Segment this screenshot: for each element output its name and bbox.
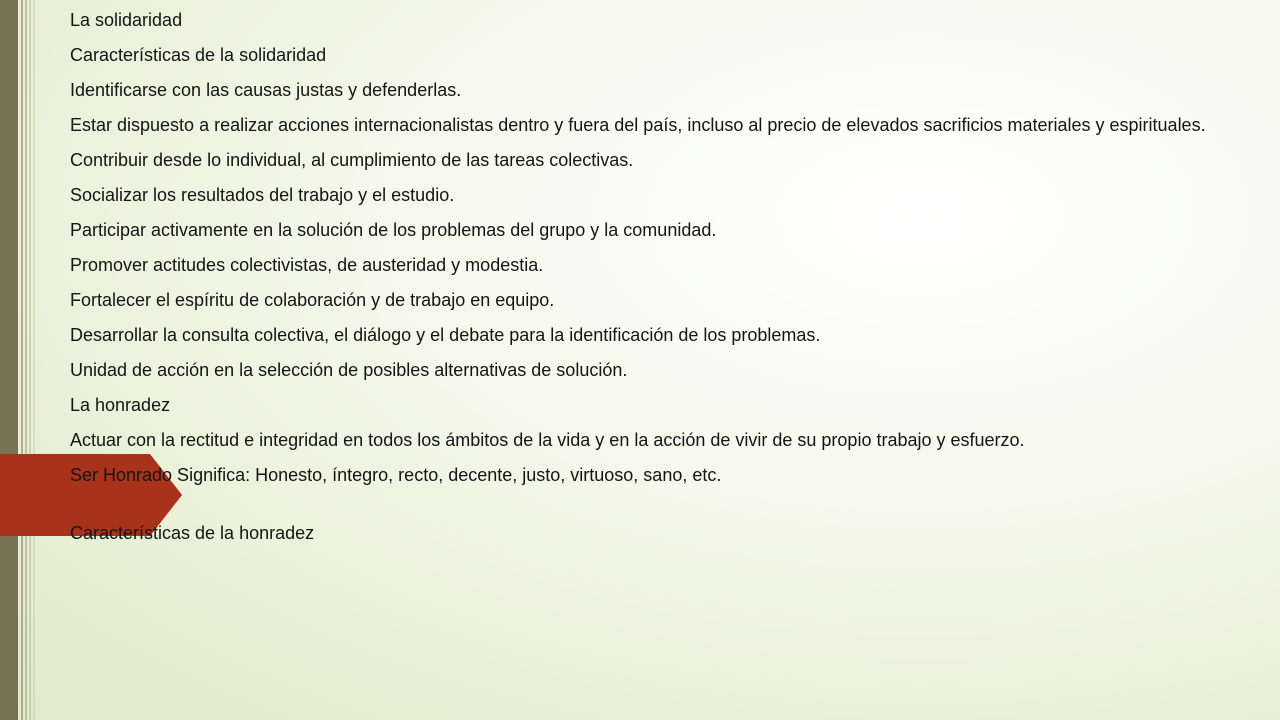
section-title-honradez: La honradez [70, 395, 171, 415]
body-paragraph: Ser Honrado Significa: Honesto, íntegro, recto, decente, justo, virtuoso, sano, etc. [70, 465, 722, 485]
section-title-solidaridad: La solidaridad [70, 10, 183, 30]
body-paragraph: Contribuir desde lo individual, al cumplimiento de las tareas colectivas. [70, 150, 634, 170]
body-paragraph: Estar dispuesto a realizar acciones internacionalistas dentro y fuera del país, incluso al precio de elevados sacrificios materiales y espirituales. [70, 115, 1206, 135]
body-paragraph: Socializar los resultados del trabajo y el estudio. [70, 185, 455, 205]
body-paragraph: Unidad de acción en la selección de posibles alternativas de solución. [70, 360, 628, 380]
body-paragraph: Participar activamente en la solución de los problemas del grupo y la comunidad. [70, 220, 717, 240]
body-paragraph: Desarrollar la consulta colectiva, el diálogo y el debate para la identificación de los problemas. [70, 325, 821, 345]
body-paragraph: Actuar con la rectitud e integridad en todos los ámbitos de la vida y en la acción de vivir de su propio trabajo y esfuerzo. [70, 430, 1025, 450]
slide-body [70, 8, 1250, 556]
body-paragraph: Identificarse con las causas justas y defenderlas. [70, 80, 462, 100]
body-paragraph: Fortalecer el espíritu de colaboración y de trabajo en equipo. [70, 290, 555, 310]
body-paragraph: Promover actitudes colectivistas, de austeridad y modestia. [70, 255, 544, 275]
subtitle-caracteristicas-solidaridad: Características de la solidaridad [70, 45, 327, 65]
subtitle-caracteristicas-honradez: Características de la honradez [70, 523, 315, 543]
decorative-lines [0, 0, 40, 720]
